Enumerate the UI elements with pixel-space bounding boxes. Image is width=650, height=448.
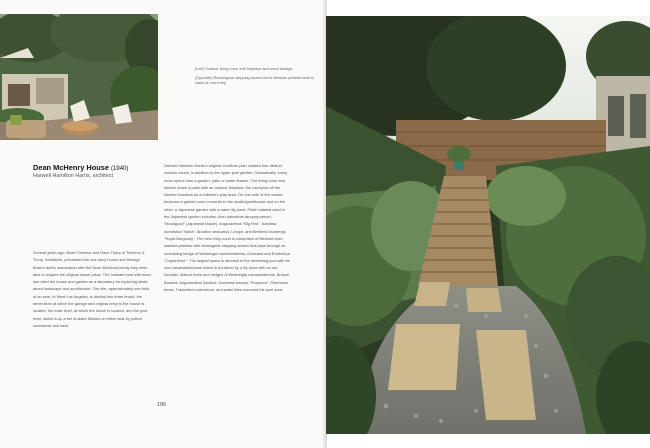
architect-credit: Harwell Hamilton Harris, architect	[33, 173, 113, 179]
entry-garden-photo	[326, 16, 650, 434]
photo-caption	[195, 67, 320, 90]
body-text-left-column: Several years ago, Brian Tichenor and Raun Thorp of Tichenor & Thorp, Architects, purchased the one-story house and through Brian's aunt's association with the Dean McHenry family they were able to acquire the original house plans. The husband and wife team has used the house and garden as a laboratory for exploring ideas about landscape and architecture. The site, approximately one third of an acre, in West Los Angeles, is divided into three levels: the street level at which the garage and original entry to the house is located, the main level, at which the house is located, and the pool level, which is up a set of stairs flanked on either side by potted succulents and cacti.	[33, 250, 151, 328]
page-number: 106	[157, 402, 166, 408]
body-text-right-column: Harwell Hamilton Harris's original cruciform plan created four distinct outdoor courts, in addition to the upper pool garden. Dramatically, every room opens onto a garden, patio or water feature. The living room and kitchen share a patio with an outdoor fireplace; the courtyard off the kitchen functions as a children's play area. On one side of the master bedroom a garden court connects to the studio/guesthouse and on the other, a Japanese garden with a water lily pond. Plant material used in the Japanese garden includes: Acer palmatum atropurpureum, "bloodgood" (Japanese Maple), Angozanthos "Big Red", Nandina domestica "Nana", Abutilon vesicarius, Liriope, and Berberis thunbergii "Royal Burgundy". The new entry court is comprised of Mexican river-washed pebbles with rectangular stepping stones that pass through an undulating hedge of Westringia rosmariniformis, Dodonea and Ertobotrya "Coppertone". The largest space is devoted to the swimming pool with its own cabana/teahouse which is bordered by a lily pond with an uni-fountain. Mature trees and hedges of Westringia rosmariniformis, Bronze Banana, Angozanthos flavidus, Dodonea viscosa "Purpurea", Phormium tenax, Trachelium coeruleum, and water lilies surround the pool area.	[164, 163, 290, 293]
house-name: Dean McHenry House	[33, 163, 109, 172]
caption-left: (Left) Outdoor living room with fireplace and wood storage.	[195, 67, 294, 71]
house-title	[33, 163, 128, 172]
caption-opposite: (Opposite) Rectangular stepping stones set in Mexican pebbles lead to stairs of new entry.	[195, 76, 315, 85]
house-year: (1940)	[111, 166, 129, 172]
outdoor-living-room-photo	[0, 14, 158, 140]
